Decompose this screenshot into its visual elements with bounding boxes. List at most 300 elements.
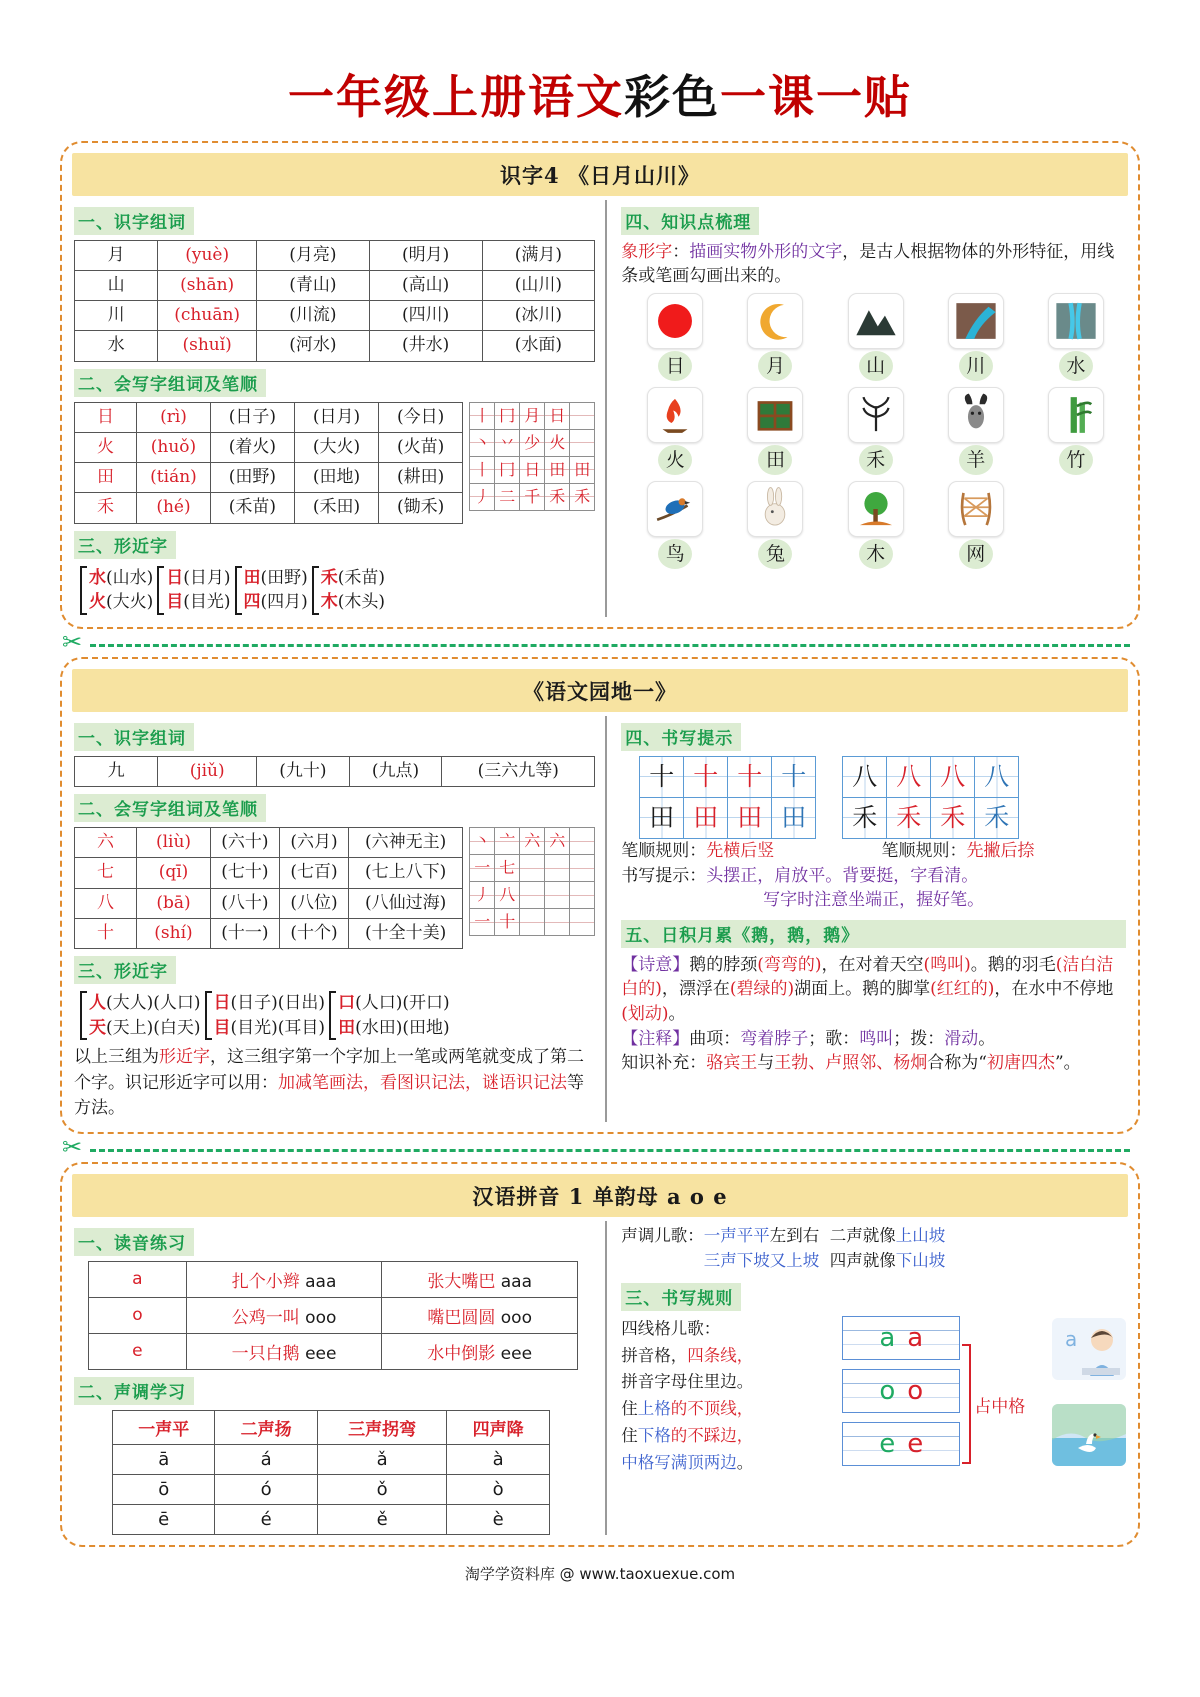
pictograph-label: 月 (758, 351, 792, 381)
table-row (89, 1297, 578, 1333)
tone-header: 四声降 (447, 1410, 549, 1444)
extra-r2: 王勃、卢照邻、杨炯 (774, 1053, 928, 1074)
word-cell: (火苗) (379, 432, 463, 462)
writing-row (640, 756, 816, 797)
zhan-label: 占中格 (974, 1396, 1026, 1417)
pictograph-item (926, 293, 1026, 385)
pair-top: 人(大人)(人口) (89, 993, 201, 1014)
ws5-t: 。 (736, 1452, 754, 1472)
rule-left (621, 839, 863, 864)
word-cell: (禾田) (295, 493, 379, 523)
writing-row (843, 756, 1019, 797)
stroke-cell: 田 (545, 456, 570, 483)
letter-red: e (907, 1429, 924, 1460)
writing-cell: 十 (728, 756, 772, 797)
pm-r2: (鸣叫) (923, 954, 971, 975)
note-t3: ；拨： (893, 1028, 945, 1049)
table-row (75, 828, 463, 858)
tone-cell: ǎ (317, 1444, 447, 1474)
word-cell: (九十) (257, 756, 350, 786)
word-cell: (井水) (369, 331, 482, 361)
similar-char-pair (157, 566, 230, 615)
word-cell: (八位) (280, 888, 349, 918)
ts-b-blue: 下山坡 (895, 1251, 946, 1271)
card-pinyin-1 (60, 1162, 1140, 1547)
pinyin-letter-cell: o (89, 1297, 187, 1333)
tone-row (113, 1474, 550, 1504)
pair-bottom: 目(目光) (166, 592, 231, 613)
pictograph-label: 日 (658, 351, 692, 381)
writing-grids-row (621, 756, 1126, 839)
tip-label: 书写提示： (621, 865, 707, 886)
table-row (75, 270, 595, 300)
poem-meaning-label: 【诗意】 (621, 954, 690, 975)
word-cell: (十全十美) (349, 918, 463, 948)
writing-tip (621, 864, 1126, 913)
stroke-cell: 少 (520, 429, 545, 456)
four-line-cell (842, 1369, 960, 1413)
word-cell: (高山) (369, 270, 482, 300)
pictograph-label: 鸟 (658, 539, 692, 569)
cut-line-2 (60, 1133, 1140, 1161)
word-cell: (耕田) (379, 463, 463, 493)
word-cell: (十个) (280, 918, 349, 948)
para-t1: 以上三组为 (74, 1047, 159, 1068)
card-shizi-4 (60, 141, 1140, 629)
pictograph-item (725, 387, 825, 479)
letter-green: o (879, 1376, 896, 1407)
ws5-b: 中格写满顶两边 (621, 1452, 737, 1472)
writing-cell: 禾 (975, 797, 1019, 838)
pictograph-label: 网 (959, 539, 993, 569)
word-cell: (禾苗) (210, 493, 294, 523)
brace-icon (312, 566, 319, 615)
char-cell: 禾 (75, 493, 137, 523)
ts-a-blue: 一声平平 (703, 1225, 770, 1245)
word-cell: (七十) (210, 858, 279, 888)
stroke-row (470, 483, 595, 510)
write-rule-row (621, 1316, 1126, 1476)
cut-dash-2 (90, 1149, 1130, 1152)
tone-song-label: 声调儿歌： (621, 1225, 704, 1245)
pictograph-label: 羊 (959, 445, 993, 475)
stroke-cell: 田 (570, 456, 595, 483)
letter-green: e (879, 1429, 896, 1460)
pictograph-item (826, 481, 926, 573)
letter-red: a (907, 1323, 924, 1354)
stroke-cell: 日 (520, 456, 545, 483)
card3-left-column (74, 1221, 605, 1535)
card2-section1-heading: 一、识字组词 (74, 723, 194, 751)
stroke-cell: 禾 (545, 483, 570, 510)
word-cell: (满月) (482, 240, 595, 270)
mnemonic-right-cell: 张大嘴巴 aaa (382, 1261, 578, 1297)
para-r1: 形近字 (159, 1047, 210, 1068)
card2-heading: 《语文园地一》 (72, 669, 1128, 712)
tone-song-line (621, 1223, 1126, 1249)
tone-cell: ó (215, 1474, 317, 1504)
stroke-cell: 丶 (470, 828, 495, 855)
brace-icon (329, 991, 336, 1040)
scissors-icon: ✂ (62, 628, 83, 656)
note-t4: 。 (978, 1028, 996, 1049)
card1-write-table-wrap (74, 402, 595, 524)
note-p3: 滑动 (944, 1028, 979, 1049)
char-cell: 火 (75, 432, 137, 462)
card2-section2-heading: 二、会写字组词及笔顺 (74, 794, 266, 822)
pair-bottom: 天(天上)(白天) (89, 1017, 201, 1038)
sun-icon (647, 293, 703, 349)
word-cell: (田野) (210, 463, 294, 493)
ws-line1 (621, 1343, 838, 1370)
stroke-row (470, 429, 595, 456)
extra-t2: 合称为“ (927, 1053, 987, 1074)
tone-row (113, 1444, 550, 1474)
footer-watermark: 淘学学资料库 @ www.taoxuexue.com (464, 1564, 736, 1583)
tone-cell: ě (317, 1504, 447, 1534)
ws1-t: 拼音格， (621, 1345, 688, 1365)
word-cell: (六十) (210, 828, 279, 858)
goat-icon (948, 387, 1004, 443)
char-cell: 川 (75, 301, 158, 331)
extra-t1: 与 (757, 1053, 775, 1074)
table-row (75, 756, 595, 786)
pm-t1: 鹅的脖颈 (689, 954, 758, 975)
stroke-cell: 十 (495, 909, 520, 936)
table-row (75, 331, 595, 361)
brace-icon (80, 991, 87, 1040)
pinyin-cell: (rì) (137, 402, 211, 432)
pictograph-term: 象形字 (621, 241, 673, 262)
pictograph-label: 兔 (758, 539, 792, 569)
char-cell: 田 (75, 463, 137, 493)
writing-cell: 八 (975, 756, 1019, 797)
char-cell: 月 (75, 240, 158, 270)
tone-table (112, 1410, 550, 1535)
tone-header: 二声扬 (215, 1410, 317, 1444)
ts-b-blue: 上山坡 (895, 1225, 946, 1245)
pm-t4: ，漂浮在 (661, 979, 730, 1000)
zhan-group (960, 1316, 1025, 1464)
pictograph-item (625, 293, 725, 385)
pictograph-label: 田 (758, 445, 792, 475)
ws3-r: 的不顶线， (670, 1399, 754, 1419)
note-t1: 曲项： (689, 1028, 741, 1049)
tone-cell: á (215, 1444, 317, 1474)
moon-icon (747, 293, 803, 349)
stroke-cell: 丨 (470, 456, 495, 483)
word-cell: (川流) (257, 301, 370, 331)
card3-section3-heading: 三、书写规则 (621, 1283, 741, 1311)
writing-cell: 禾 (887, 797, 931, 838)
similar-char-pair (329, 991, 450, 1040)
poem-extra (621, 1051, 1126, 1076)
pictograph-item (926, 481, 1026, 573)
tone-cell: è (447, 1504, 549, 1534)
mnemonic-right-cell: 水中倒影 eee (382, 1333, 578, 1369)
brace-icon (80, 566, 87, 615)
tone-header: 一声平 (113, 1410, 215, 1444)
pinyin-cell: (hé) (137, 493, 211, 523)
rule-right-label: 笔顺规则： (881, 840, 967, 861)
pm-t6: ，在水中不停地 (994, 979, 1114, 1000)
char-cell: 八 (75, 888, 137, 918)
pinyin-cell: (chuān) (158, 301, 257, 331)
pinyin-cell: (qī) (137, 858, 211, 888)
rabbit-icon (747, 481, 803, 537)
card2-write-table-wrap (74, 827, 595, 949)
stroke-cell (520, 855, 545, 882)
four-line-cell (842, 1316, 960, 1360)
brace-icon (205, 991, 212, 1040)
stroke-row (470, 909, 595, 936)
stroke-cell (545, 882, 570, 909)
table-row (75, 858, 463, 888)
card2-right-column (605, 716, 1126, 1122)
poem-note (621, 1027, 1126, 1052)
pictograph-item (1026, 293, 1126, 385)
writing-cell: 田 (728, 797, 772, 838)
card3-heading: 汉语拼音 1 单韵母 a o e (72, 1174, 1128, 1217)
brace-icon (962, 1344, 971, 1464)
stroke-cell: 丨 (470, 402, 495, 429)
similar-char-pair (80, 991, 201, 1040)
stroke-cell: 七 (495, 855, 520, 882)
river-icon (948, 293, 1004, 349)
stroke-cell (570, 429, 595, 456)
card1-knowledge-text (621, 240, 1126, 289)
stroke-cell: 六 (545, 828, 570, 855)
pm-r3: (洁白洁白的) (621, 954, 1114, 1000)
stroke-row (470, 402, 595, 429)
para-r2: 加减笔画法，看图识记法，谜语识记法 (278, 1072, 567, 1093)
writing-cell: 田 (684, 797, 728, 838)
letter-red: o (907, 1376, 924, 1407)
stroke-cell (520, 909, 545, 936)
table-row (75, 432, 463, 462)
card1-vocab-table (74, 240, 595, 362)
rule-right (882, 839, 1035, 864)
pm-r4: (碧绿的) (729, 979, 795, 1000)
title-black: 彩色 (624, 70, 720, 124)
word-cell: (河水) (257, 331, 370, 361)
rule-left-value: 先横后竖 (706, 840, 775, 861)
pinyin-letter-cell: e (89, 1333, 187, 1369)
writing-cell: 十 (684, 756, 728, 797)
grain-icon (848, 387, 904, 443)
pair-bottom: 木(木头) (320, 592, 386, 613)
stroke-cell: 日 (545, 402, 570, 429)
tone-cell: é (215, 1504, 317, 1534)
card1-heading: 识字4 《日月山川》 (72, 153, 1128, 196)
pair-top: 日(日子)(日出) (213, 993, 326, 1014)
stroke-cell (520, 882, 545, 909)
extra-r3: 初唐四杰 (986, 1053, 1055, 1074)
word-cell: (十一) (210, 918, 279, 948)
pm-t5: 湖面上。鹅的脚掌 (794, 979, 931, 1000)
ws-line2: 拼音字母住里边。 (621, 1372, 754, 1392)
tone-cell: ē (113, 1504, 215, 1534)
ws4-b: 下格 (637, 1425, 671, 1445)
bamboo-icon (1048, 387, 1104, 443)
word-cell: (三六九等) (442, 756, 595, 786)
card1-similar-chars (74, 564, 595, 617)
writing-row (843, 797, 1019, 838)
stroke-cell: 丿 (470, 483, 495, 510)
tone-song-line (621, 1248, 1126, 1274)
pinyin-cell: (huǒ) (137, 432, 211, 462)
card1-section4-heading: 四、知识点梳理 (621, 207, 759, 235)
stroke-cell (570, 855, 595, 882)
tone-cell: ǒ (317, 1474, 447, 1504)
four-line-boxes (838, 1316, 960, 1475)
pair-top: 日(日月) (166, 567, 231, 588)
ws4-t: 住 (621, 1425, 638, 1445)
pinyin-cell: (tián) (137, 463, 211, 493)
word-cell: (月亮) (257, 240, 370, 270)
word-cell: (四川) (369, 301, 482, 331)
ws3-b: 上格 (637, 1399, 671, 1419)
stroke-cell: 冂 (495, 456, 520, 483)
waterfall-icon (1048, 293, 1104, 349)
char-cell: 九 (75, 756, 158, 786)
pinyin-cell: (yuè) (158, 240, 257, 270)
word-cell: (明月) (369, 240, 482, 270)
table-row (75, 301, 595, 331)
word-cell: (锄禾) (379, 493, 463, 523)
stroke-cell: 冂 (495, 402, 520, 429)
note-p1: 弯着脖子 (740, 1028, 809, 1049)
title-red-2: 一课一贴 (720, 70, 912, 124)
tone-header: 三声拐弯 (317, 1410, 447, 1444)
char-cell: 山 (75, 270, 158, 300)
pictograph-item (826, 387, 926, 479)
word-cell: (六月) (280, 828, 349, 858)
table-row (75, 888, 463, 918)
word-cell: (八十) (210, 888, 279, 918)
brace-icon (235, 566, 242, 615)
pair-top: 水(山水) (89, 567, 154, 588)
card1-section3-heading: 三、形近字 (74, 531, 176, 559)
tone-cell: ò (447, 1474, 549, 1504)
char-cell: 水 (75, 331, 158, 361)
pinyin-letter-cell: a (89, 1261, 187, 1297)
card2-section3-heading: 三、形近字 (74, 956, 176, 984)
note-t2: ；歌： (808, 1028, 860, 1049)
ws4-r: 的不踩边， (670, 1425, 754, 1445)
stroke-cell (570, 828, 595, 855)
net-icon (948, 481, 1004, 537)
rule-right-value: 先撇后捺 (966, 840, 1035, 861)
pictograph-grid (621, 289, 1126, 575)
stroke-rules-row (621, 839, 1126, 864)
four-line-cell (842, 1422, 960, 1466)
pm-r5: (红红的) (930, 979, 995, 1000)
char-cell: 六 (75, 828, 137, 858)
table-row (75, 493, 463, 523)
pictograph-label: 山 (859, 351, 893, 381)
card2-similar-chars (74, 989, 595, 1042)
pictograph-label: 川 (959, 351, 993, 381)
writing-cell: 十 (772, 756, 816, 797)
tone-cell: ō (113, 1474, 215, 1504)
pictograph-item (826, 293, 926, 385)
pictograph-label: 木 (859, 539, 893, 569)
writing-grid-left (639, 756, 816, 839)
ts-b-black: 二声就像 (829, 1225, 896, 1245)
knowledge-colon: ： (672, 241, 690, 262)
char-cell: 七 (75, 858, 137, 888)
pictograph-item (725, 481, 825, 573)
word-cell: (今日) (379, 402, 463, 432)
card2-similar-explanation (74, 1042, 595, 1122)
tip-line2: 写字时注意坐端正，握好笔。 (763, 890, 985, 911)
knowledge-rest: ，是古人根据物体的外形特征，用线条或笔画勾画出来的。 (621, 241, 1115, 287)
ws3-t: 住 (621, 1399, 638, 1419)
page-title (60, 0, 1140, 141)
pm-t3: 。鹅的羽毛 (970, 954, 1056, 975)
ws1-r: 四条线， (687, 1345, 754, 1365)
char-cell: 十 (75, 918, 137, 948)
note-p2: 鸣叫 (859, 1028, 894, 1049)
table-row (75, 402, 463, 432)
mnemonic-right-cell: 嘴巴圆圆 ooo (382, 1297, 578, 1333)
word-cell: (山川) (482, 270, 595, 300)
para-t2: ，这三组字第一个字加上一笔或两笔就变成了第二个字。识记形近字可以用： (74, 1047, 584, 1093)
stroke-cell: 六 (520, 828, 545, 855)
stroke-cell (570, 909, 595, 936)
pinyin-cell: (shí) (137, 918, 211, 948)
table-row (75, 240, 595, 270)
bird-icon (647, 481, 703, 537)
stroke-cell: 禾 (570, 483, 595, 510)
writing-cell: 八 (843, 756, 887, 797)
pair-bottom: 田(水田)(田地) (338, 1017, 450, 1038)
mountain-icon (848, 293, 904, 349)
fire-icon (647, 387, 703, 443)
word-cell: (田地) (295, 463, 379, 493)
pinyin-cell: (jiǔ) (158, 756, 257, 786)
para-t3: 等方法。 (74, 1072, 584, 1119)
ws-line5 (621, 1450, 838, 1477)
table-row (75, 463, 463, 493)
word-cell: (七百) (280, 858, 349, 888)
ws-line4 (621, 1423, 838, 1450)
stroke-cell (570, 402, 595, 429)
word-cell: (日月) (295, 402, 379, 432)
stroke-row (470, 828, 595, 855)
svg-text:a: a (1064, 1327, 1078, 1352)
stroke-cell: 一 (470, 855, 495, 882)
word-cell: (冰川) (482, 301, 595, 331)
pm-t7: 。 (668, 1004, 686, 1025)
writing-cell: 田 (640, 797, 684, 838)
cut-line-1 (60, 628, 1140, 656)
ts-a-blue: 三声下坡又上坡 (703, 1251, 820, 1271)
word-cell: (大火) (295, 432, 379, 462)
ts-a-black: 左到右 (769, 1225, 820, 1245)
extra-t3: ”。 (1054, 1053, 1081, 1074)
writing-cell: 禾 (843, 797, 887, 838)
word-cell: (着火) (210, 432, 294, 462)
card1-write-table (74, 402, 463, 524)
stroke-row (470, 456, 595, 483)
cut-dash-1 (90, 644, 1130, 647)
brace-icon (157, 566, 164, 615)
writing-cell: 八 (887, 756, 931, 797)
rule-left-label: 笔顺规则： (621, 840, 707, 861)
pair-bottom: 火(大火) (89, 592, 154, 613)
